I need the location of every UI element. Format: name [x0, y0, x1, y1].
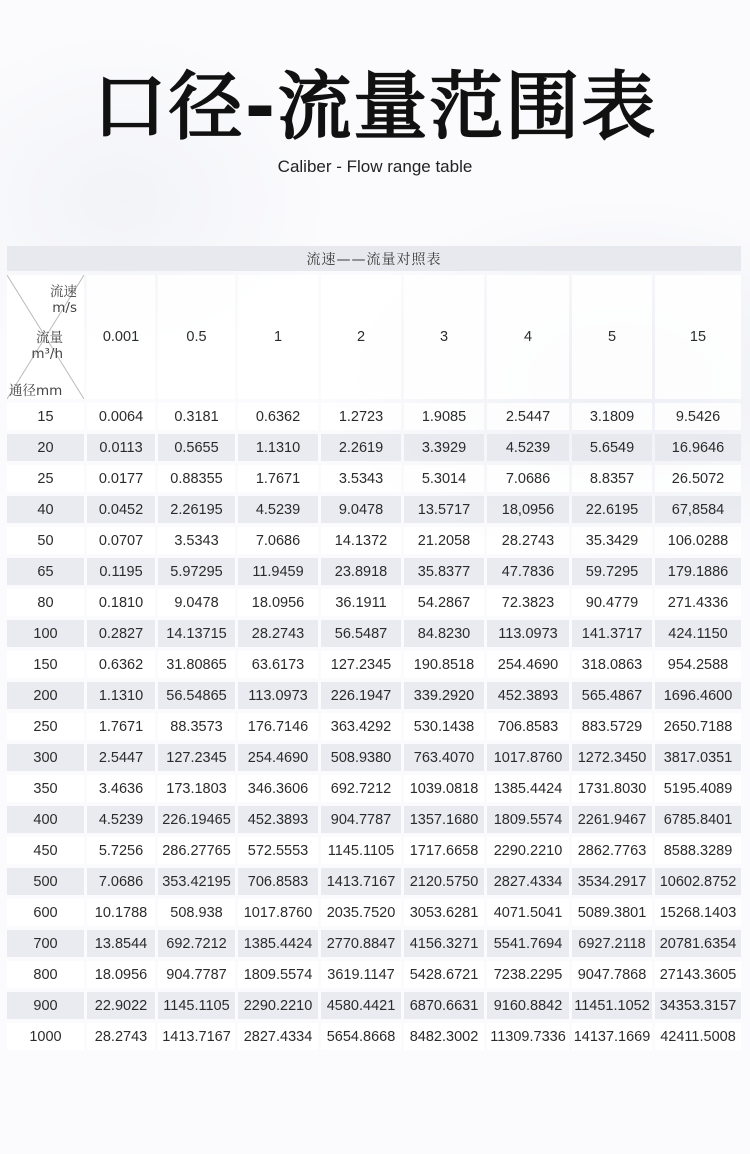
flow-value-cell: 339.2920 — [404, 682, 484, 709]
flow-value-cell: 3053.6281 — [404, 899, 484, 926]
flow-value-cell: 28.2743 — [238, 620, 318, 647]
flow-value-cell: 0.6362 — [87, 651, 155, 678]
flow-value-cell: 318.0863 — [572, 651, 652, 678]
flow-value-cell: 84.8230 — [404, 620, 484, 647]
flow-value-cell: 127.2345 — [321, 651, 401, 678]
diameter-cell: 450 — [7, 837, 84, 864]
diameter-cell: 350 — [7, 775, 84, 802]
flow-value-cell: 8.8357 — [572, 465, 652, 492]
flow-value-cell: 34353.3157 — [655, 992, 741, 1019]
flow-value-cell: 1385.4424 — [487, 775, 569, 802]
flow-value-cell: 904.7787 — [158, 961, 235, 988]
flow-value-cell: 0.3181 — [158, 403, 235, 430]
flow-value-cell: 16.9646 — [655, 434, 741, 461]
flow-value-cell: 47.7836 — [487, 558, 569, 585]
flow-value-cell: 954.2588 — [655, 651, 741, 678]
velocity-header-cell: 1 — [238, 275, 318, 399]
flow-value-cell: 173.1803 — [158, 775, 235, 802]
diameter-cell: 900 — [7, 992, 84, 1019]
flow-value-cell: 72.3823 — [487, 589, 569, 616]
flow-value-cell: 13.8544 — [87, 930, 155, 957]
flow-value-cell: 346.3606 — [238, 775, 318, 802]
flow-value-cell: 42411.5008 — [655, 1023, 741, 1050]
flow-value-cell: 0.0177 — [87, 465, 155, 492]
page-subtitle: Caliber - Flow range table — [277, 157, 473, 176]
flow-value-cell: 706.8583 — [238, 868, 318, 895]
table-row — [7, 992, 741, 1019]
flow-value-cell: 1039.0818 — [404, 775, 484, 802]
flow-value-cell: 28.2743 — [87, 1023, 155, 1050]
flow-value-cell: 226.1947 — [321, 682, 401, 709]
flow-value-cell: 3.5343 — [321, 465, 401, 492]
table-row — [7, 527, 741, 554]
flow-value-cell: 13.5717 — [404, 496, 484, 523]
velocity-header-cell: 0.5 — [158, 275, 235, 399]
flow-value-cell: 27143.3605 — [655, 961, 741, 988]
velocity-unit: m/s — [52, 300, 77, 316]
flow-value-cell: 14.1372 — [321, 527, 401, 554]
flow-value-cell: 3817.0351 — [655, 744, 741, 771]
flow-value-cell: 692.7212 — [321, 775, 401, 802]
flow-value-cell: 1.9085 — [404, 403, 484, 430]
flow-value-cell: 0.0452 — [87, 496, 155, 523]
flow-unit: m³/h — [31, 346, 63, 362]
flow-value-cell: 11451.1052 — [572, 992, 652, 1019]
velocity-header-cell: 4 — [487, 275, 569, 399]
flow-value-cell: 2827.4334 — [238, 1023, 318, 1050]
flow-value-cell: 763.4070 — [404, 744, 484, 771]
flow-value-cell: 4.5239 — [238, 496, 318, 523]
table-row — [7, 496, 741, 523]
flow-value-cell: 1145.1105 — [321, 837, 401, 864]
flow-value-cell: 22.6195 — [572, 496, 652, 523]
diameter-cell: 300 — [7, 744, 84, 771]
flow-value-cell: 0.6362 — [238, 403, 318, 430]
flow-value-cell: 9047.7868 — [572, 961, 652, 988]
flow-value-cell: 254.4690 — [487, 651, 569, 678]
flow-value-cell: 22.9022 — [87, 992, 155, 1019]
flow-value-cell: 4.5239 — [487, 434, 569, 461]
flow-value-cell: 1717.6658 — [404, 837, 484, 864]
flow-value-cell: 1357.1680 — [404, 806, 484, 833]
flow-value-cell: 6870.6631 — [404, 992, 484, 1019]
flow-value-cell: 5541.7694 — [487, 930, 569, 957]
flow-value-cell: 31.80865 — [158, 651, 235, 678]
corner-header-cell — [7, 275, 84, 399]
flow-value-cell: 2827.4334 — [487, 868, 569, 895]
flow-value-cell: 63.6173 — [238, 651, 318, 678]
flow-value-cell: 0.2827 — [87, 620, 155, 647]
diameter-cell: 100 — [7, 620, 84, 647]
flow-range-table — [4, 242, 744, 1054]
flow-value-cell: 2290.2210 — [487, 837, 569, 864]
flow-value-cell: 7238.2295 — [487, 961, 569, 988]
flow-value-cell: 5195.4089 — [655, 775, 741, 802]
table-row — [7, 713, 741, 740]
flow-value-cell: 572.5553 — [238, 837, 318, 864]
flow-value-cell: 127.2345 — [158, 744, 235, 771]
flow-value-cell: 1.2723 — [321, 403, 401, 430]
table-row — [7, 837, 741, 864]
flow-value-cell: 353.42195 — [158, 868, 235, 895]
diameter-cell: 700 — [7, 930, 84, 957]
flow-value-cell: 271.4336 — [655, 589, 741, 616]
flow-value-cell: 2290.2210 — [238, 992, 318, 1019]
flow-value-cell: 1017.8760 — [487, 744, 569, 771]
flow-value-cell: 4156.3271 — [404, 930, 484, 957]
flow-value-cell: 59.7295 — [572, 558, 652, 585]
flow-value-cell: 5428.6721 — [404, 961, 484, 988]
flow-value-cell: 14137.1669 — [572, 1023, 652, 1050]
flow-value-cell: 1.7671 — [238, 465, 318, 492]
flow-value-cell: 28.2743 — [487, 527, 569, 554]
flow-value-cell: 88.3573 — [158, 713, 235, 740]
velocity-axis-label — [37, 284, 77, 316]
flow-value-cell: 179.1886 — [655, 558, 741, 585]
flow-value-cell: 3619.1147 — [321, 961, 401, 988]
flow-value-cell: 23.8918 — [321, 558, 401, 585]
table-row — [7, 744, 741, 771]
flow-value-cell: 1.1310 — [238, 434, 318, 461]
velocity-header-cell: 5 — [572, 275, 652, 399]
flow-value-cell: 0.0707 — [87, 527, 155, 554]
header-row — [7, 275, 741, 399]
flow-value-cell: 452.3893 — [238, 806, 318, 833]
flow-value-cell: 5089.3801 — [572, 899, 652, 926]
flow-value-cell: 113.0973 — [238, 682, 318, 709]
flow-value-cell: 0.88355 — [158, 465, 235, 492]
flow-value-cell: 1413.7167 — [321, 868, 401, 895]
flow-value-cell: 508.9380 — [321, 744, 401, 771]
flow-value-cell: 7.0686 — [87, 868, 155, 895]
diameter-cell: 65 — [7, 558, 84, 585]
flow-value-cell: 190.8518 — [404, 651, 484, 678]
diameter-cell: 20 — [7, 434, 84, 461]
flow-value-cell: 6927.2118 — [572, 930, 652, 957]
flow-axis-label — [13, 330, 63, 362]
flow-value-cell: 508.938 — [158, 899, 235, 926]
flow-value-cell: 692.7212 — [158, 930, 235, 957]
table-row — [7, 558, 741, 585]
flow-value-cell: 565.4867 — [572, 682, 652, 709]
flow-value-cell: 11.9459 — [238, 558, 318, 585]
flow-value-cell: 56.5487 — [321, 620, 401, 647]
flow-value-cell: 5.6549 — [572, 434, 652, 461]
diameter-label: 通径mm — [9, 383, 63, 399]
diameter-cell: 400 — [7, 806, 84, 833]
flow-value-cell: 0.1810 — [87, 589, 155, 616]
flow-label: 流量 — [36, 330, 63, 346]
flow-value-cell: 1696.4600 — [655, 682, 741, 709]
flow-value-cell: 18.0956 — [87, 961, 155, 988]
table-row — [7, 620, 741, 647]
flow-value-cell: 2650.7188 — [655, 713, 741, 740]
diameter-cell: 15 — [7, 403, 84, 430]
flow-value-cell: 5.7256 — [87, 837, 155, 864]
diameter-cell: 500 — [7, 868, 84, 895]
flow-value-cell: 1017.8760 — [238, 899, 318, 926]
table-row — [7, 806, 741, 833]
flow-value-cell: 530.1438 — [404, 713, 484, 740]
flow-value-cell: 9.0478 — [158, 589, 235, 616]
flow-value-cell: 18.0956 — [238, 589, 318, 616]
flow-value-cell: 286.27765 — [158, 837, 235, 864]
table-row — [7, 930, 741, 957]
table-row — [7, 775, 741, 802]
table-row — [7, 961, 741, 988]
flow-value-cell: 883.5729 — [572, 713, 652, 740]
flow-value-cell: 0.0113 — [87, 434, 155, 461]
flow-value-cell: 0.5655 — [158, 434, 235, 461]
flow-value-cell: 56.54865 — [158, 682, 235, 709]
flow-value-cell: 26.5072 — [655, 465, 741, 492]
table-row — [7, 1023, 741, 1050]
flow-value-cell: 5.3014 — [404, 465, 484, 492]
flow-value-cell: 1272.3450 — [572, 744, 652, 771]
flow-value-cell: 706.8583 — [487, 713, 569, 740]
flow-value-cell: 0.1195 — [87, 558, 155, 585]
flow-value-cell: 20781.6354 — [655, 930, 741, 957]
flow-value-cell: 176.7146 — [238, 713, 318, 740]
flow-value-cell: 1.7671 — [87, 713, 155, 740]
velocity-header-cell: 2 — [321, 275, 401, 399]
flow-value-cell: 1809.5574 — [238, 961, 318, 988]
flow-value-cell: 2.5447 — [87, 744, 155, 771]
flow-value-cell: 8482.3002 — [404, 1023, 484, 1050]
flow-value-cell: 3534.2917 — [572, 868, 652, 895]
flow-value-cell: 10602.8752 — [655, 868, 741, 895]
flow-value-cell: 904.7787 — [321, 806, 401, 833]
flow-value-cell: 2261.9467 — [572, 806, 652, 833]
flow-value-cell: 226.19465 — [158, 806, 235, 833]
flow-value-cell: 1.1310 — [87, 682, 155, 709]
flow-value-cell: 4580.4421 — [321, 992, 401, 1019]
diameter-cell: 150 — [7, 651, 84, 678]
flow-value-cell: 9160.8842 — [487, 992, 569, 1019]
table-caption: 流速——流量对照表 — [7, 246, 741, 271]
diameter-cell: 50 — [7, 527, 84, 554]
flow-value-cell: 15268.1403 — [655, 899, 741, 926]
table-row — [7, 403, 741, 430]
velocity-label: 流速 — [50, 284, 77, 300]
flow-value-cell: 3.4636 — [87, 775, 155, 802]
flow-value-cell: 2120.5750 — [404, 868, 484, 895]
flow-value-cell: 7.0686 — [238, 527, 318, 554]
flow-value-cell: 18,0956 — [487, 496, 569, 523]
flow-value-cell: 1385.4424 — [238, 930, 318, 957]
flow-value-cell: 3.1809 — [572, 403, 652, 430]
table-row — [7, 868, 741, 895]
flow-value-cell: 4.5239 — [87, 806, 155, 833]
diameter-cell: 25 — [7, 465, 84, 492]
flow-value-cell: 363.4292 — [321, 713, 401, 740]
flow-value-cell: 54.2867 — [404, 589, 484, 616]
diameter-cell: 80 — [7, 589, 84, 616]
flow-value-cell: 5.97295 — [158, 558, 235, 585]
flow-value-cell: 8588.3289 — [655, 837, 741, 864]
diameter-cell: 40 — [7, 496, 84, 523]
velocity-header-cell: 0.001 — [87, 275, 155, 399]
flow-value-cell: 7.0686 — [487, 465, 569, 492]
flow-value-cell: 2.26195 — [158, 496, 235, 523]
flow-value-cell: 9.5426 — [655, 403, 741, 430]
flow-value-cell: 14.13715 — [158, 620, 235, 647]
flow-value-cell: 113.0973 — [487, 620, 569, 647]
diameter-cell: 800 — [7, 961, 84, 988]
flow-value-cell: 424.1150 — [655, 620, 741, 647]
diameter-cell: 1000 — [7, 1023, 84, 1050]
table-row — [7, 651, 741, 678]
flow-value-cell: 3.5343 — [158, 527, 235, 554]
table-row — [7, 589, 741, 616]
flow-value-cell: 2035.7520 — [321, 899, 401, 926]
flow-value-cell: 2770.8847 — [321, 930, 401, 957]
table-row — [7, 682, 741, 709]
flow-value-cell: 1145.1105 — [158, 992, 235, 1019]
diameter-cell: 200 — [7, 682, 84, 709]
page-title: 口径-流量范围表 — [92, 64, 658, 150]
table-row — [7, 434, 741, 461]
velocity-header-cell: 15 — [655, 275, 741, 399]
flow-value-cell: 6785.8401 — [655, 806, 741, 833]
flow-value-cell: 21.2058 — [404, 527, 484, 554]
flow-value-cell: 0.0064 — [87, 403, 155, 430]
diameter-cell: 600 — [7, 899, 84, 926]
flow-value-cell: 9.0478 — [321, 496, 401, 523]
flow-value-cell: 11309.7336 — [487, 1023, 569, 1050]
flow-value-cell: 10.1788 — [87, 899, 155, 926]
flow-value-cell: 452.3893 — [487, 682, 569, 709]
flow-value-cell: 106.0288 — [655, 527, 741, 554]
flow-value-cell: 90.4779 — [572, 589, 652, 616]
table-row — [7, 899, 741, 926]
flow-value-cell: 5654.8668 — [321, 1023, 401, 1050]
flow-value-cell: 1413.7167 — [158, 1023, 235, 1050]
flow-value-cell: 4071.5041 — [487, 899, 569, 926]
flow-value-cell: 67,8584 — [655, 496, 741, 523]
table-row — [7, 465, 741, 492]
flow-value-cell: 1731.8030 — [572, 775, 652, 802]
flow-value-cell: 36.1911 — [321, 589, 401, 616]
flow-value-cell: 3.3929 — [404, 434, 484, 461]
flow-value-cell: 35.8377 — [404, 558, 484, 585]
diameter-cell: 250 — [7, 713, 84, 740]
velocity-header-cell: 3 — [404, 275, 484, 399]
flow-value-cell: 35.3429 — [572, 527, 652, 554]
flow-value-cell: 254.4690 — [238, 744, 318, 771]
flow-value-cell: 2862.7763 — [572, 837, 652, 864]
flow-value-cell: 2.2619 — [321, 434, 401, 461]
flow-value-cell: 141.3717 — [572, 620, 652, 647]
flow-value-cell: 2.5447 — [487, 403, 569, 430]
flow-value-cell: 1809.5574 — [487, 806, 569, 833]
